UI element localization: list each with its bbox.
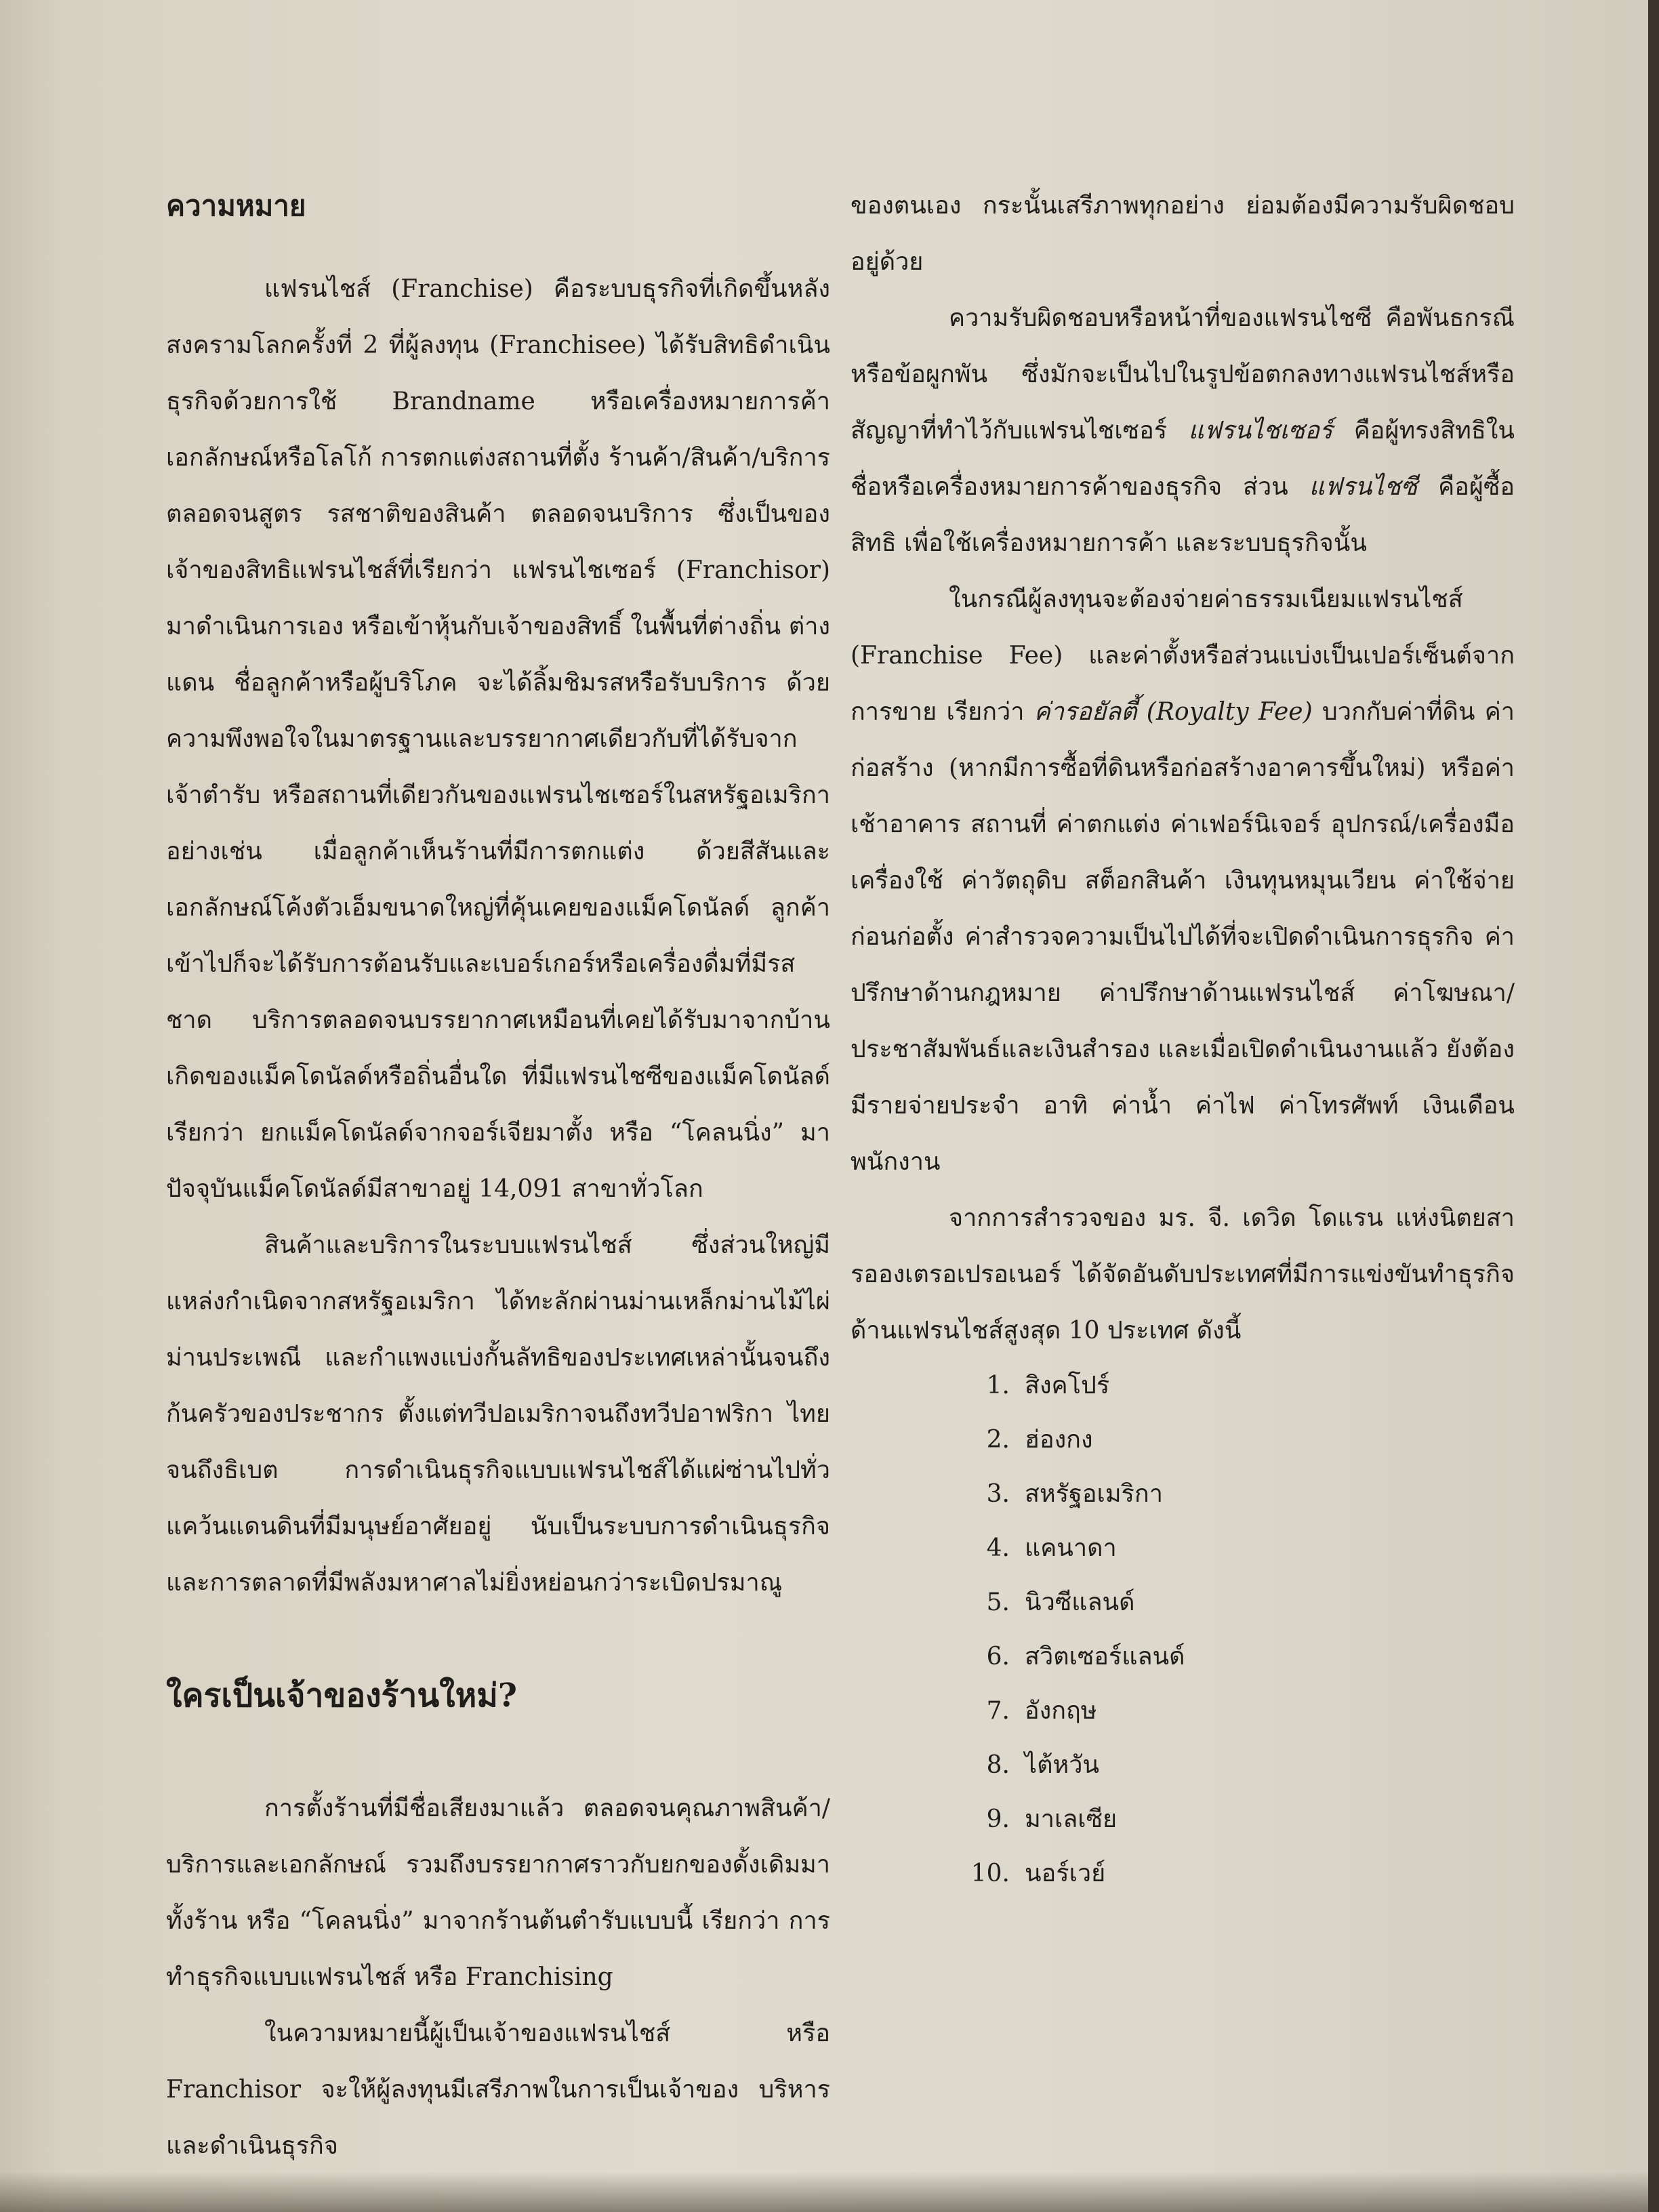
country-ranking-list <box>851 1359 1515 1901</box>
paragraph-franchise-spread: สินค้าและบริการในระบบแฟรนไชส์ ซึ่งส่วนใหญ่มีแหล่งกำเนิดจากสหรัฐอเมริกา ได้ทะลักผ่านม่านเหล็กม่านไม้ไผ่ ม่านประเพณี และกำแพงแบ่งกั้นลัทธิของประเทศเหล่านั้นจนถึงก้นครัวของประชากร ตั้งแต่ทวีปอเมริกาจนถึงทวีปอาฟริกา ไทยจนถึงธิเบต การดำเนินธุรกิจแบบแฟรนไชส์ได้แผ่ซ่านไปทั่วแคว้นแดนดินที่มีมนุษย์อาศัยอยู่ นับเป็นระบบการดำเนินธุรกิจ และการตลาดที่มีพลังมหาศาลไม่ยิ่งหย่อนกว่าระเบิดปรมาณู <box>166 1231 830 1597</box>
paragraph-franchise-definition: แฟรนไชส์ (Franchise) คือระบบธุรกิจที่เกิดขึ้นหลังสงครามโลกครั้งที่ 2 ที่ผู้ลงทุน (Franchisee) ได้รับสิทธิดำเนินธุรกิจด้วยการใช้ Brandname หรือเครื่องหมายการค้าเอกลักษณ์หรือโลโก้ การตกแต่งสถานที่ตั้ง ร้านค้า/สินค้า/บริการ ตลอดจนสูตร รสชาติของสินค้า ตลอดจนบริการ ซึ่งเป็นของเจ้าของสิทธิแฟรนไชส์ที่เรียกว่า แฟรนไชเซอร์ (Franchisor) มาดำเนินการเอง หรือเข้าหุ้นกับเจ้าของสิทธิ์ ในพื้นที่ต่างถิ่น ต่างแดน ชื่อลูกค้าหรือผู้บริโภค จะได้ลิ้มชิมรสหรือรับบริการ ด้วยความพึงพอใจในมาตรฐานและบรรยากาศเดียวกับที่ได้รับจากเจ้าตำรับ หรือสถานที่เดียวกันของแฟรนไชเซอร์ในสหรัฐอเมริกา อย่างเช่น เมื่อลูกค้าเห็นร้านที่มีการตกแต่ง ด้วยสีสันและเอกลักษณ์โค้งตัวเอ็มขนาดใหญ่ที่คุ้นเคยของแม็คโดนัลด์ ลูกค้าเข้าไปก็จะได้รับการต้อนรับและเบอร์เกอร์หรือเครื่องดื่มที่มีรสชาด บริการตลอดจนบรรยากาศเหมือนที่เคยได้รับมาจากบ้านเกิดของแม็คโดนัลด์หรือถิ่นอื่นใด ที่มีแฟรนไชซีของแม็คโดนัลด์ เรียกว่า ยกแม็คโดนัลด์จากจอร์เจียมาตั้ง หรือ “โคลนนิ่ง” มาปัจจุบันแม็คโดนัลด์มีสาขาอยู่ 14,091 สาขาทั่วโลก <box>166 275 830 1203</box>
page-bottom-shadow <box>0 2171 1659 2212</box>
page-edge <box>1648 0 1659 2212</box>
heading-new-store-owner: ใครเป็นเจ้าของร้านใหม่? <box>166 1677 517 1715</box>
paragraph-responsibility-intro: ของตนเอง กระนั้นเสรีภาพทุกอย่าง ย่อมต้องมีความรับผิดชอบอยู่ด้วย <box>851 192 1515 276</box>
list-item: 10. นอร์เวย์ <box>970 1860 1106 1887</box>
paragraph-survey: จากการสำรวจของ มร. จี. เดวิด โดแรน แห่งนิตยสารอองเตรอเปรอเนอร์ ได้จัดอันดับประเทศที่มีการแข่งขันทำธุรกิจด้านแฟรนไชส์สูงสุด 10 ประเทศ ดังนี้ <box>851 1204 1515 1345</box>
list-item: 2. ฮ่องกง <box>986 1426 1093 1454</box>
paragraph-franchising: การตั้งร้านที่มีชื่อเสียงมาแล้ว ตลอดจนคุณภาพสินค้า/บริการและเอกลักษณ์ รวมถึงบรรยากาศราวกับยกของดั้งเดิมมาทั้งร้าน หรือ “โคลนนิ่ง” มาจากร้านต้นตำรับแบบนี้ เรียกว่า การทำธุรกิจแบบแฟรนไชส์ หรือ Franchising <box>166 1795 830 1991</box>
paragraph-franchisor-freedom: ในความหมายนี้ผู้เป็นเจ้าของแฟรนไชส์ หรือ Franchisor จะให้ผู้ลงทุนมีเสรีภาพในการเป็นเจ้าของ บริหารและดำเนินธุรกิจ <box>166 2020 830 2160</box>
list-item: 7. อังกฤษ <box>986 1697 1097 1725</box>
list-item: 6. สวิตเซอร์แลนด์ <box>986 1643 1185 1671</box>
list-item: 3. สหรัฐอเมริกา <box>986 1480 1163 1508</box>
heading-meaning: ความหมาย <box>166 189 306 222</box>
left-column <box>166 178 830 2174</box>
right-column <box>851 178 1515 1901</box>
list-item: 8. ไต้หวัน <box>986 1751 1100 1779</box>
list-item: 4. แคนาดา <box>986 1534 1117 1562</box>
list-item: 1. สิงคโปร์ <box>986 1372 1110 1399</box>
list-item: 5. นิวซีแลนด์ <box>986 1589 1135 1616</box>
list-item: 9. มาเลเซีย <box>986 1805 1118 1833</box>
paragraph-franchisee-duties: ความรับผิดชอบหรือหน้าที่ของแฟรนไชซี คือพันธกรณีหรือข้อผูกพัน ซึ่งมักจะเป็นไปในรูปข้อตกลงทางแฟรนไชส์หรือสัญญาที่ทำไว้กับแฟรนไชเซอร์ แฟรนไชเซอร์ คือผู้ทรงสิทธิในชื่อหรือเครื่องหมายการค้าของธุรกิจ ส่วน แฟรนไชซี คือผู้ซื้อสิทธิ เพื่อใช้เครื่องหมายการค้า และระบบธุรกิจนั้น <box>851 304 1515 557</box>
paragraph-franchise-fees: ในกรณีผู้ลงทุนจะต้องจ่ายค่าธรรมเนียมแฟรนไชส์ (Franchise Fee) และค่าตั้งหรือส่วนแบ่งเป็นเปอร์เซ็นต์จากการขาย เรียกว่า ค่ารอยัลตี้ (Royalty Fee) บวกกับค่าที่ดิน ค่าก่อสร้าง (หากมีการซื้อที่ดินหรือก่อสร้างอาคารขึ้นใหม่) หรือค่าเช้าอาคาร สถานที่ ค่าตกแต่ง ค่าเฟอร์นิเจอร์ อุปกรณ์/เครื่องมือ เครื่องใช้ ค่าวัตถุดิบ สต็อกสินค้า เงินทุนหมุนเวียน ค่าใช้จ่ายก่อนก่อตั้ง ค่าสำรวจความเป็นไปได้ที่จะเปิดดำเนินการธุรกิจ ค่าปรึกษาด้านกฎหมาย ค่าปรึกษาด้านแฟรนไชส์ ค่าโฆษณา/ประชาสัมพันธ์และเงินสำรอง และเมื่อเปิดดำเนินงานแล้ว ยังต้องมีรายจ่ายประจำ อาทิ ค่าน้ำ ค่าไฟ ค่าโทรศัพท์ เงินเดือนพนักงาน <box>851 586 1515 1176</box>
